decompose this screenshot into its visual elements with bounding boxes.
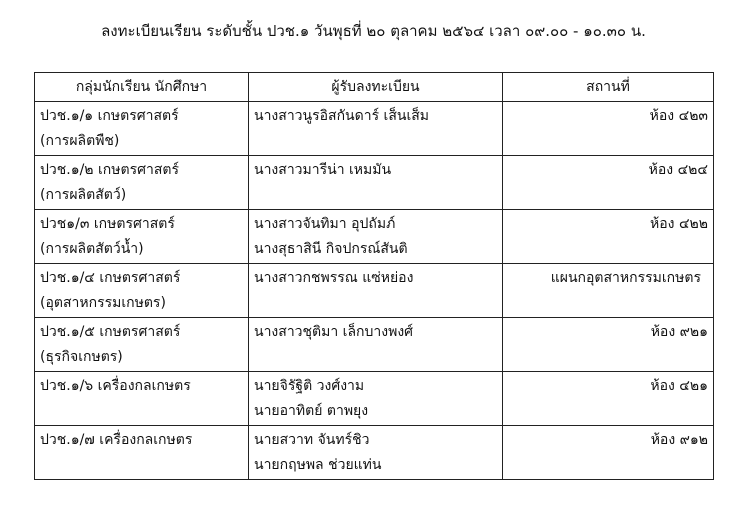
table-row <box>35 372 714 426</box>
group-cell <box>35 210 249 264</box>
registrar-cell <box>249 156 503 210</box>
group-major: (อุตสาหกรรมเกษตร) <box>40 295 166 311</box>
group-major: (ธุรกิจเกษตร) <box>40 349 123 365</box>
table-row <box>35 210 714 264</box>
table-row <box>35 264 714 318</box>
registrar-cell <box>249 318 503 372</box>
registrar-name: นายกฤษพล ช่วยแท่น <box>254 457 382 473</box>
registrar-cell <box>249 210 503 264</box>
header-location: สถานที่ <box>503 73 714 102</box>
registration-table <box>34 72 714 480</box>
group-cell <box>35 102 249 156</box>
table-row <box>35 156 714 210</box>
group-cell <box>35 318 249 372</box>
group-name: ปวช๑/๓ เกษตรศาสตร์ <box>40 216 175 232</box>
registrar-name: นางสาวนูรอิสกันดาร์ เส็นเส็ม <box>254 108 430 124</box>
registrar-cell <box>249 426 503 480</box>
location-cell: ห้อง ๔๒๔ <box>503 156 714 210</box>
registrar-name: นายจิรัฐิติ วงศ์งาม <box>254 378 365 394</box>
location-cell: ห้อง ๙๑๒ <box>503 426 714 480</box>
group-name: ปวช.๑/๖ เครื่องกลเกษตร <box>40 378 191 394</box>
location-cell: ห้อง ๔๒๓ <box>503 102 714 156</box>
group-name: ปวช.๑/๔ เกษตรศาสตร์ <box>40 270 181 286</box>
page-title: ลงทะเบียนเรียน ระดับชั้น ปวช.๑ วันพุธที่ ๒๐ ตุลาคม ๒๕๖๔ เวลา ๐๙.๐๐ - ๑๐.๓๐ น. <box>101 22 646 40</box>
location-cell: แผนกอุตสาหกรรมเกษตร <box>503 264 714 318</box>
table-row <box>35 426 714 480</box>
registrar-name: นางสาวกชพรรณ แซ่หย่อง <box>254 270 414 286</box>
location-cell: ห้อง ๔๒๒ <box>503 210 714 264</box>
registrar-cell <box>249 372 503 426</box>
registrar-cell <box>249 102 503 156</box>
group-major: (การผลิตพืช) <box>40 133 120 149</box>
group-cell <box>35 156 249 210</box>
table-row <box>35 102 714 156</box>
registrar-name: นางสาวจันทิมา อุปถัมภ์ <box>254 216 396 232</box>
table-header-row <box>35 73 714 102</box>
registrar-name: นายอาทิตย์ ตาพยุง <box>254 403 369 419</box>
registrar-name: นายสวาท จันทร์ชิว <box>254 432 370 448</box>
registrar-name: นางสุธาสินี กิจปกรณ์สันติ <box>254 241 408 257</box>
location-cell: ห้อง ๔๒๑ <box>503 372 714 426</box>
group-name: ปวช.๑/๑ เกษตรศาสตร์ <box>40 108 179 124</box>
group-name: ปวช.๑/๒ เกษตรศาสตร์ <box>40 162 179 178</box>
header-student-group: กลุ่มนักเรียน นักศึกษา <box>35 73 249 102</box>
group-major: (การผลิตสัตว์) <box>40 187 127 203</box>
table-row <box>35 318 714 372</box>
location-cell: ห้อง ๙๒๑ <box>503 318 714 372</box>
group-name: ปวช.๑/๗ เครื่องกลเกษตร <box>40 432 193 448</box>
group-cell <box>35 372 249 426</box>
registrar-name: นางสาวชุติมา เล็กบางพงศ์ <box>254 324 414 340</box>
registrar-name: นางสาวมารีน่า เหมมัน <box>254 162 392 178</box>
group-major: (การผลิตสัตว์น้ำ) <box>40 241 144 257</box>
registrar-cell <box>249 264 503 318</box>
group-name: ปวช.๑/๕ เกษตรศาสตร์ <box>40 324 181 340</box>
header-registrar: ผู้รับลงทะเบียน <box>249 73 503 102</box>
group-cell <box>35 426 249 480</box>
group-cell <box>35 264 249 318</box>
